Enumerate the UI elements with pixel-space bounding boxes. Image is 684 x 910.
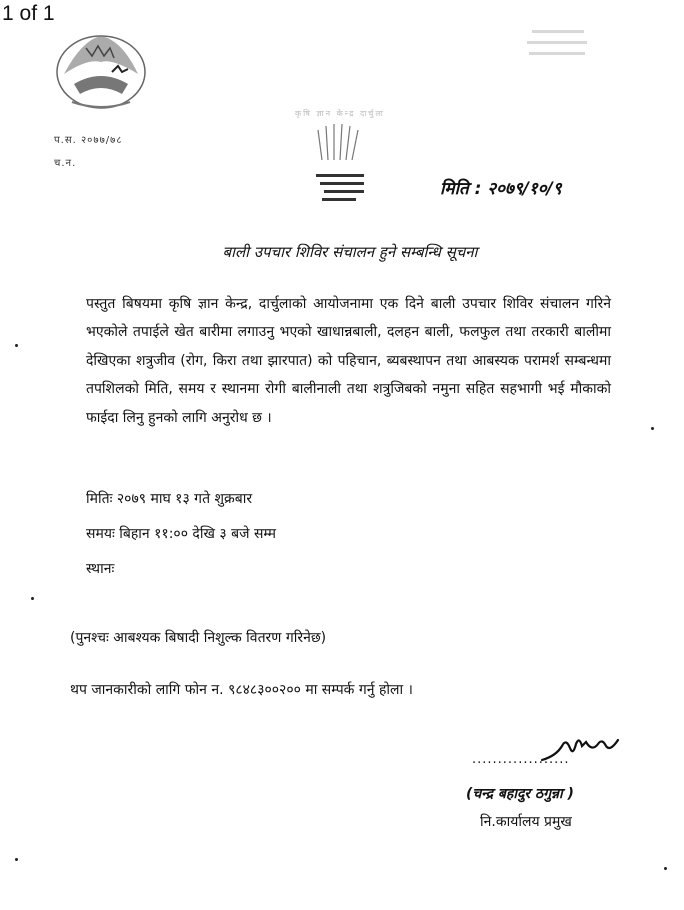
emblem-seal-icon [52, 28, 150, 112]
signer-title: नि.कार्यालय प्रमुख [480, 814, 572, 830]
scan-speck [15, 344, 18, 347]
signature-dots: ................... [472, 752, 570, 767]
letter-date: मिति : २०७९/१०/९ [440, 179, 562, 199]
office-stamp-icon [298, 120, 386, 216]
faded-office-header: कृषि ज्ञान केन्द्र दार्चुला [295, 109, 385, 118]
dispatch-number: च.न. [54, 158, 77, 169]
contact-line: थप जानकारीको लागि फोन न. ९८४८३००२०० मा सम्पर्क गर्नु होला । [70, 682, 413, 698]
event-time: समयः बिहान ११:०० देखि ३ बजे सम्म [86, 526, 276, 542]
body-paragraph: पस्तुत बिषयमा कृषि ज्ञान केन्द्र, दार्चुलाको आयोजनामा एक दिने बाली उपचार शिविर संचालन गरिने भएकोले तपाईले खेत बारीमा लगाउनु भएको खाधान्नबाली, दलहन बाली, फलफुल तथा तरकारी बालीमा देखिएका शत्रुजीव (रोग, किरा तथा झारपात) को पहिचान, ब्यबस्थापन तथा आबस्यक परामर्श सम्बन्धमा तपशिलको मिति, समय र स्थानमा रोगी बालीनाली तथा शत्रुजिबको नमुना सहित सहभागी भई मौकाको फाईदा लिनु हुनको लागि अनुरोध छ । [86, 296, 611, 426]
postscript-note: (पुनश्चः आबश्यक बिषादी निशुल्क वितरण गरिनेछ) [70, 630, 327, 646]
scan-speck [664, 867, 667, 870]
subject-heading: बाली उपचार शिविर संचालन हुने सम्बन्धि सूचना [222, 243, 478, 261]
event-date: मितिः २०७९ माघ १३ गते शुक्रबार [86, 491, 253, 507]
scan-speck [31, 597, 34, 600]
faded-letterhead-mark [532, 30, 584, 33]
faded-letterhead-mark [527, 41, 587, 44]
faded-letterhead-mark [529, 52, 585, 55]
reference-number: प.स. २०७७/७८ [54, 135, 123, 146]
event-place: स्थानः [86, 561, 115, 577]
scan-speck [15, 858, 18, 861]
page-indicator: 1 of 1 [2, 2, 55, 25]
scan-speck [651, 427, 654, 430]
signer-name: (चन्द्र बहादुर ठगुन्ना ) [466, 786, 574, 802]
